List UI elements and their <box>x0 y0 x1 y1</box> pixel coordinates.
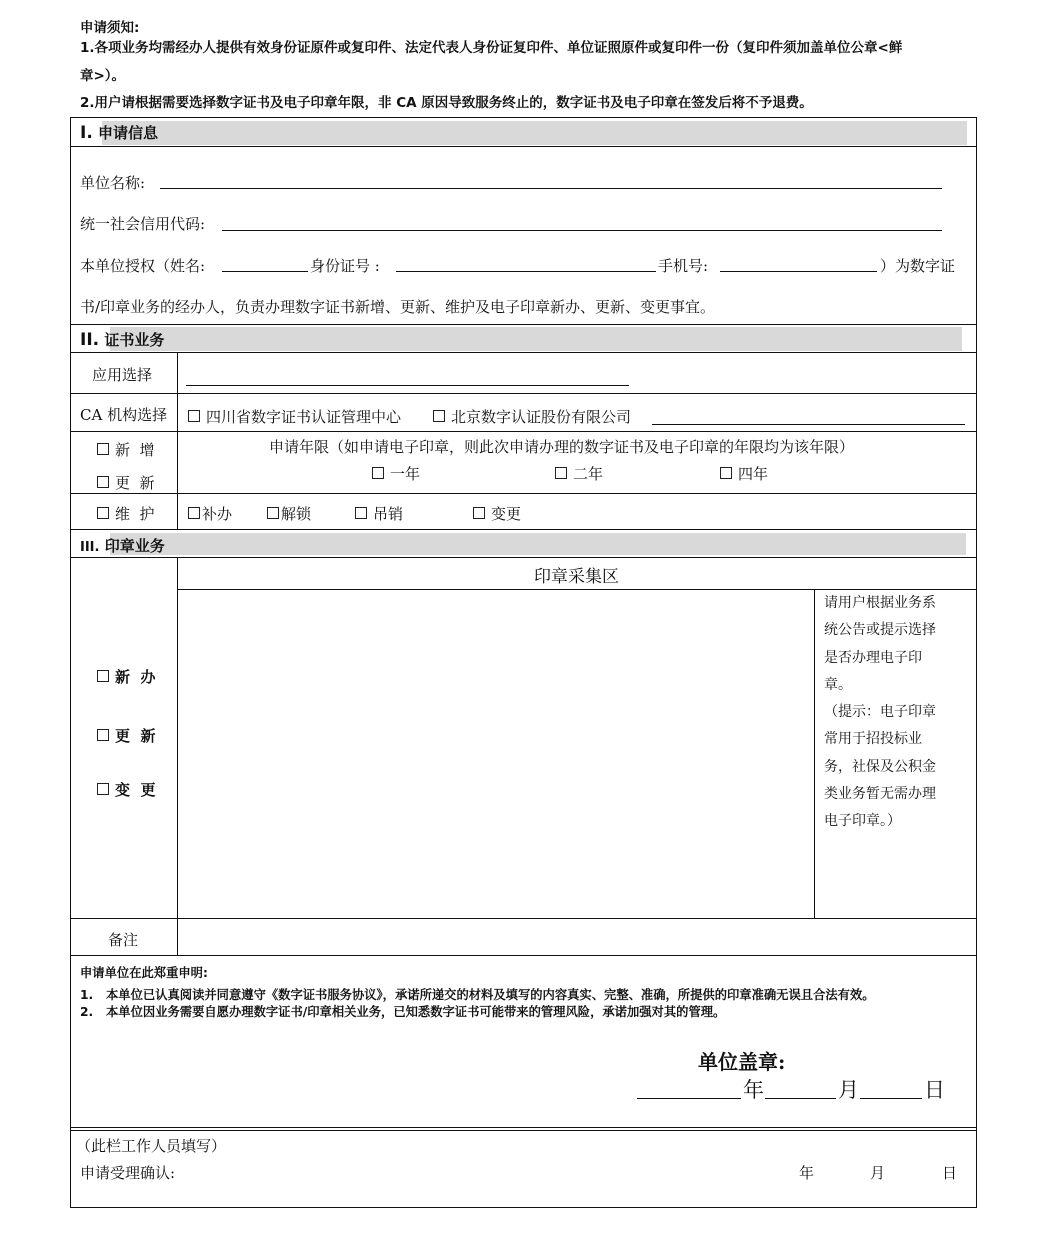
new-option[interactable] <box>97 439 155 460</box>
maintain-unlock[interactable] <box>267 503 311 524</box>
app-select-field[interactable] <box>186 368 629 386</box>
seal-hint-line: 常用于招投标业 <box>824 731 922 748</box>
divider <box>814 589 815 919</box>
credit-code-field[interactable] <box>222 213 942 231</box>
id-number-label: 身份证号 : <box>310 257 380 275</box>
phone-field[interactable] <box>720 255 877 272</box>
remarks-field[interactable] <box>178 919 975 955</box>
section-3-header <box>80 535 165 556</box>
phone-label: 手机号: <box>658 257 709 275</box>
unit-name-label: 单位名称: <box>80 174 146 192</box>
seal-change-option[interactable] <box>97 779 155 800</box>
declaration-item-1-num: 1. <box>80 988 94 1002</box>
seal-day-field[interactable] <box>860 1078 922 1099</box>
seal-month-label: 月 <box>838 1078 859 1102</box>
maintain-change[interactable] <box>473 503 521 524</box>
section-2-number: II. <box>80 330 100 350</box>
section-3-title: 印章业务 <box>104 537 165 555</box>
term-option-4[interactable] <box>720 463 768 484</box>
checkbox[interactable] <box>720 467 732 479</box>
term-note: 申请年限（如申请电子印章，则此次申请办理的数字证书及电子印章的年限均为该年限） <box>269 438 855 456</box>
term-option-2[interactable] <box>555 463 603 484</box>
maintain-label: 维 护 <box>115 505 155 523</box>
seal-hint-line: 类业务暂无需办理 <box>824 786 936 803</box>
unit-name-field[interactable] <box>160 172 942 189</box>
divider <box>70 352 976 353</box>
section-1-header-bg <box>102 121 967 145</box>
staff-month-label: 月 <box>870 1164 886 1182</box>
auth-suffix: ）为数字证 <box>880 257 956 275</box>
ca-option-sichuan-label: 四川省数字证书认证管理中心 <box>206 408 402 426</box>
new-label: 新 增 <box>115 441 155 459</box>
seal-signature-label: 单位盖章: <box>698 1050 786 1074</box>
auth-prefix: 本单位授权（姓名: <box>80 257 206 275</box>
checkbox[interactable] <box>97 729 109 741</box>
auth-line-2: 书/印章业务的经办人，负责办理数字证书新增、更新、维护及电子印章新办、更新、变更事宜。 <box>80 298 716 316</box>
maintain-reissue-label: 补办 <box>202 505 233 523</box>
ca-option-beijing-label: 北京数字认证股份有限公司 <box>451 408 632 426</box>
checkbox[interactable] <box>473 507 485 519</box>
seal-hint-line: 章。 <box>824 676 852 693</box>
seal-hint-line: 务，社保及公积金 <box>824 758 936 775</box>
staff-confirm-label: 申请受理确认: <box>80 1164 176 1182</box>
seal-hint-line: （提示：电子印章 <box>824 704 936 721</box>
divider <box>70 146 976 147</box>
term-option-1-label: 一年 <box>390 465 421 483</box>
term-option-1[interactable] <box>372 463 420 484</box>
divider <box>70 529 976 530</box>
divider <box>70 1130 976 1131</box>
seal-hint-line: 电子印章。） <box>824 813 901 830</box>
credit-code-label: 统一社会信用代码: <box>80 215 206 233</box>
staff-year-label: 年 <box>799 1164 815 1182</box>
seal-year-field[interactable] <box>637 1078 741 1099</box>
checkbox[interactable] <box>433 410 445 422</box>
staff-day-label: 日 <box>942 1164 958 1182</box>
declaration-item-2-text: 本单位因业务需要自愿办理数字证书/印章相关业务，已知悉数字证书可能带来的管理风险，承诺加强对其的管理。 <box>106 1005 726 1019</box>
agent-name-field[interactable] <box>222 255 308 272</box>
checkbox[interactable] <box>355 507 367 519</box>
app-select-label: 应用选择 <box>92 366 153 384</box>
section-1-title: 申请信息 <box>98 124 159 142</box>
section-2-title: 证书业务 <box>104 331 165 349</box>
staff-note: （此栏工作人员填写） <box>76 1137 227 1155</box>
checkbox[interactable] <box>97 443 109 455</box>
seal-collect-area-title: 印章采集区 <box>534 567 619 587</box>
maintain-reissue[interactable] <box>188 503 232 524</box>
seal-change-label: 变 更 <box>115 781 156 799</box>
declaration-item-2-num: 2. <box>80 1005 94 1019</box>
seal-update-label: 更 新 <box>115 727 156 745</box>
notice-item-1-cont: 章>）。 <box>80 68 126 84</box>
section-2-header-bg <box>110 327 962 351</box>
checkbox[interactable] <box>97 507 109 519</box>
checkbox[interactable] <box>267 507 279 519</box>
checkbox[interactable] <box>188 410 200 422</box>
maintain-change-label: 变更 <box>491 505 522 523</box>
seal-hint <box>824 590 954 836</box>
divider <box>70 557 976 558</box>
divider <box>177 352 178 529</box>
ca-option-sichuan[interactable] <box>188 406 401 427</box>
checkbox[interactable] <box>372 467 384 479</box>
term-option-4-label: 四年 <box>738 465 769 483</box>
section-3-number: III. <box>80 540 100 555</box>
checkbox[interactable] <box>97 476 109 488</box>
checkbox[interactable] <box>97 783 109 795</box>
update-option[interactable] <box>97 472 155 493</box>
checkbox[interactable] <box>97 670 109 682</box>
update-label: 更 新 <box>115 474 155 492</box>
ca-select-label: CA 机构选择 <box>80 406 168 424</box>
checkbox[interactable] <box>188 507 200 519</box>
section-2-header <box>80 329 164 350</box>
term-option-2-label: 二年 <box>573 465 604 483</box>
ca-option-beijing[interactable] <box>433 406 631 427</box>
notice-item-2: 2.用户请根据需要选择数字证书及电子印章年限，非 CA 原因导致服务终止的，数字证书及电子印章在签发后将不予退费。 <box>80 95 813 111</box>
divider <box>70 393 976 394</box>
seal-year-label: 年 <box>743 1078 764 1102</box>
maintain-revoke[interactable] <box>355 503 403 524</box>
section-1-header <box>80 122 158 143</box>
ca-other-field[interactable] <box>652 408 965 425</box>
declaration-title: 申请单位在此郑重申明: <box>80 966 208 980</box>
section-3-header-bg <box>110 533 966 555</box>
remarks-label: 备注 <box>108 931 139 949</box>
checkbox[interactable] <box>555 467 567 479</box>
notice-item-1: 1.各项业务均需经办人提供有效身份证原件或复印件、法定代表人身份证复印件、单位证照原件或复印件一份（复印件须加盖单位公章<鲜 <box>80 40 903 56</box>
seal-update-option[interactable] <box>97 725 155 746</box>
declaration-item-2 <box>80 1002 960 1020</box>
divider <box>70 431 976 432</box>
id-number-field[interactable] <box>396 255 656 272</box>
maintain-unlock-label: 解锁 <box>281 505 312 523</box>
seal-new-option[interactable] <box>97 666 155 687</box>
section-1-number: I. <box>80 123 93 143</box>
seal-new-label: 新 办 <box>115 668 156 686</box>
declaration-item-1-text: 本单位已认真阅读并同意遵守《数字证书服务协议》，承诺所递交的材料及填写的内容真实、完整、准确，所提供的印章准确无误且合法有效。 <box>106 988 875 1002</box>
seal-hint-line: 统公告或提示选择 <box>824 622 936 639</box>
seal-month-field[interactable] <box>765 1078 836 1099</box>
declaration-item-1 <box>80 985 960 1003</box>
divider <box>70 493 976 494</box>
seal-day-label: 日 <box>924 1078 945 1102</box>
maintain-option[interactable] <box>97 503 155 524</box>
notice-title: 申请须知: <box>80 20 140 36</box>
seal-hint-line: 是否办理电子印 <box>824 649 922 666</box>
divider <box>70 1127 976 1128</box>
divider <box>70 955 976 956</box>
maintain-revoke-label: 吊销 <box>373 505 404 523</box>
divider <box>70 324 976 325</box>
seal-collect-area[interactable] <box>178 590 814 918</box>
seal-hint-line: 请用户根据业务系 <box>824 595 936 611</box>
